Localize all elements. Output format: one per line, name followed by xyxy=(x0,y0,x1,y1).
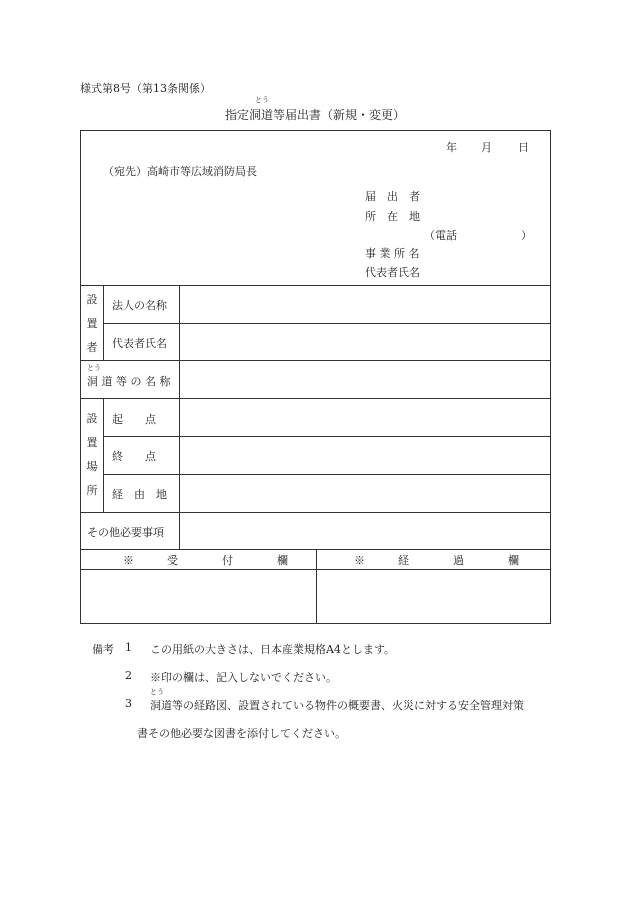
note-number: 1 xyxy=(125,641,132,654)
other-label: その他必要事項 xyxy=(87,526,164,539)
year-label: 年 xyxy=(446,141,457,154)
note-ruby: とう xyxy=(150,688,164,696)
phone-close: ） xyxy=(521,229,532,242)
col-divider xyxy=(316,549,317,624)
note-text: この用紙の大きさは、日本産業規格A4とします。 xyxy=(150,643,396,656)
note-text: 洞道等の経路図、設置されている物件の概要書、火災に対する安全管理対策 xyxy=(150,699,524,712)
office-label: 事 業 所 名 xyxy=(365,247,420,260)
row-divider xyxy=(103,323,550,324)
title-ruby: とう xyxy=(255,96,269,104)
group-char: 者 xyxy=(86,341,98,354)
rep-label: 代表者氏名 xyxy=(365,266,420,279)
reception-header: ※ 受 付 欄 xyxy=(123,554,288,567)
phone-label: （電話 xyxy=(424,229,457,242)
note-text: ※印の欄は、記入しないでください。 xyxy=(150,671,337,684)
col-divider xyxy=(179,285,180,549)
row-divider xyxy=(81,360,550,361)
end-point-label: 終 点 xyxy=(112,450,156,463)
corp-name-label: 法人の名称 xyxy=(112,299,167,312)
note-number: 3 xyxy=(125,697,132,710)
day-label: 日 xyxy=(518,141,529,154)
group-char: 置 xyxy=(86,436,98,449)
via-label: 経 由 地 xyxy=(112,488,167,501)
addressee: （宛先）高崎市等広域消防局長 xyxy=(103,165,257,178)
form-number: 様式第8号（第13条関係） xyxy=(80,82,211,95)
month-label: 月 xyxy=(481,141,492,154)
group-char: 設 xyxy=(86,293,98,306)
page-title: 指定洞道等届出書（新規・変更） xyxy=(224,108,405,122)
group-char: 置 xyxy=(86,317,98,330)
start-point-label: 起 点 xyxy=(112,413,156,426)
installer-rep-label: 代表者氏名 xyxy=(112,337,167,350)
row-divider xyxy=(81,285,550,286)
col-divider xyxy=(103,285,104,360)
installer-group-label xyxy=(85,288,99,360)
row-divider xyxy=(103,436,550,437)
applicant-label: 届 出 者 xyxy=(365,190,420,203)
group-char: 所 xyxy=(86,484,98,497)
group-char: 設 xyxy=(86,412,98,425)
address-label: 所 在 地 xyxy=(365,210,420,223)
notes-label: 備考 xyxy=(92,643,114,656)
tunnel-ruby: とう xyxy=(87,364,101,372)
col-divider xyxy=(103,398,104,512)
note-text-continued: 書その他必要な図書を添付してください。 xyxy=(137,727,346,740)
form-table xyxy=(80,130,551,624)
progress-header: ※ 経 過 欄 xyxy=(354,554,519,567)
row-divider xyxy=(103,474,550,475)
group-char: 場 xyxy=(86,460,98,473)
note-number: 2 xyxy=(125,669,132,682)
row-divider xyxy=(81,398,550,399)
location-group-label xyxy=(85,407,99,503)
tunnel-name-label: 洞 道 等 の 名 称 xyxy=(87,375,171,388)
row-divider xyxy=(81,512,550,513)
